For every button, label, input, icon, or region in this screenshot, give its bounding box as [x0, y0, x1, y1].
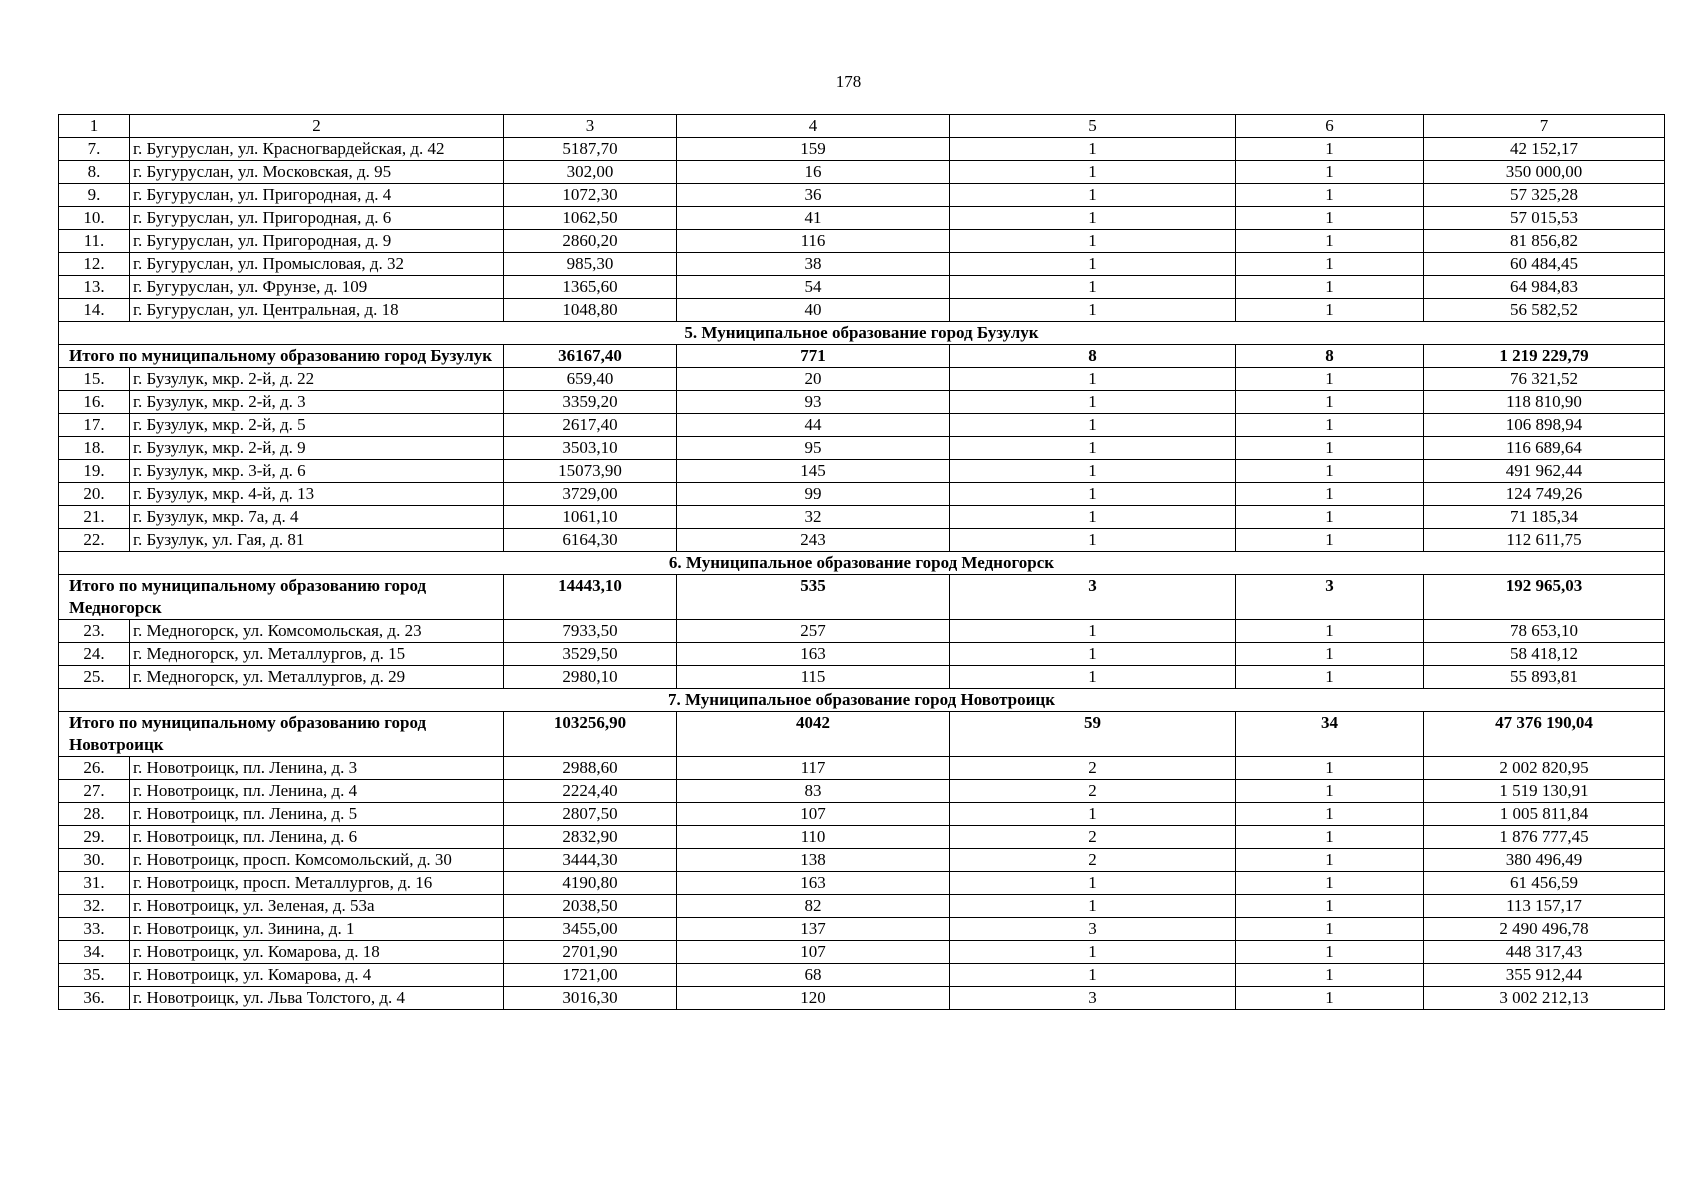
row-address: г. Бузулук, ул. Гая, д. 81	[130, 529, 504, 552]
row-address: г. Бугуруслан, ул. Московская, д. 95	[130, 161, 504, 184]
row-residents: 137	[677, 918, 950, 941]
row-col5: 1	[950, 299, 1236, 322]
row-address: г. Бугуруслан, ул. Пригородная, д. 6	[130, 207, 504, 230]
row-area: 7933,50	[504, 620, 677, 643]
row-number: 28.	[59, 803, 130, 826]
row-col6: 1	[1236, 620, 1424, 643]
row-residents: 159	[677, 138, 950, 161]
row-area: 4190,80	[504, 872, 677, 895]
row-col5: 1	[950, 207, 1236, 230]
row-address: г. Новотроицк, пл. Ленина, д. 4	[130, 780, 504, 803]
header-cell: 2	[130, 115, 504, 138]
table-row	[59, 276, 1665, 299]
row-col5: 1	[950, 529, 1236, 552]
row-residents: 107	[677, 941, 950, 964]
table-row	[59, 483, 1665, 506]
row-area: 2832,90	[504, 826, 677, 849]
total-row	[59, 575, 1665, 620]
row-area: 1062,50	[504, 207, 677, 230]
row-address: г. Новотроицк, ул. Зинина, д. 1	[130, 918, 504, 941]
row-address: г. Бузулук, мкр. 2-й, д. 22	[130, 368, 504, 391]
row-number: 34.	[59, 941, 130, 964]
row-cost: 112 611,75	[1424, 529, 1665, 552]
row-col5: 1	[950, 161, 1236, 184]
row-area: 3444,30	[504, 849, 677, 872]
row-col6: 1	[1236, 803, 1424, 826]
row-cost: 448 317,43	[1424, 941, 1665, 964]
page-number: 178	[835, 72, 862, 91]
table-row	[59, 368, 1665, 391]
row-address: г. Бугуруслан, ул. Фрунзе, д. 109	[130, 276, 504, 299]
table-row	[59, 987, 1665, 1010]
row-residents: 38	[677, 253, 950, 276]
row-area: 659,40	[504, 368, 677, 391]
row-address: г. Новотроицк, ул. Льва Толстого, д. 4	[130, 987, 504, 1010]
row-col6: 1	[1236, 757, 1424, 780]
table-row	[59, 872, 1665, 895]
table-row	[59, 895, 1665, 918]
row-cost: 106 898,94	[1424, 414, 1665, 437]
table-row	[59, 138, 1665, 161]
row-number: 11.	[59, 230, 130, 253]
section-title: 7. Муниципальное образование город Новотроицк	[59, 689, 1665, 712]
total-area: 103256,90	[504, 712, 677, 757]
row-address: г. Новотроицк, ул. Комарова, д. 18	[130, 941, 504, 964]
row-cost: 2 002 820,95	[1424, 757, 1665, 780]
row-number: 27.	[59, 780, 130, 803]
row-col5: 2	[950, 780, 1236, 803]
total-cost: 47 376 190,04	[1424, 712, 1665, 757]
row-col6: 1	[1236, 918, 1424, 941]
row-col6: 1	[1236, 253, 1424, 276]
row-number: 36.	[59, 987, 130, 1010]
row-col5: 1	[950, 643, 1236, 666]
row-col6: 1	[1236, 207, 1424, 230]
row-residents: 83	[677, 780, 950, 803]
row-cost: 81 856,82	[1424, 230, 1665, 253]
row-residents: 99	[677, 483, 950, 506]
row-area: 1061,10	[504, 506, 677, 529]
row-col6: 1	[1236, 826, 1424, 849]
row-number: 10.	[59, 207, 130, 230]
row-residents: 32	[677, 506, 950, 529]
row-residents: 41	[677, 207, 950, 230]
row-area: 1048,80	[504, 299, 677, 322]
row-col5: 2	[950, 757, 1236, 780]
table-row	[59, 230, 1665, 253]
row-cost: 60 484,45	[1424, 253, 1665, 276]
row-col6: 1	[1236, 414, 1424, 437]
row-col6: 1	[1236, 230, 1424, 253]
row-cost: 57 325,28	[1424, 184, 1665, 207]
row-col6: 1	[1236, 666, 1424, 689]
table-row	[59, 391, 1665, 414]
total-cost: 1 219 229,79	[1424, 345, 1665, 368]
row-residents: 20	[677, 368, 950, 391]
row-col5: 1	[950, 872, 1236, 895]
row-residents: 120	[677, 987, 950, 1010]
row-cost: 2 490 496,78	[1424, 918, 1665, 941]
row-residents: 40	[677, 299, 950, 322]
row-address: г. Бугуруслан, ул. Центральная, д. 18	[130, 299, 504, 322]
row-address: г. Новотроицк, просп. Комсомольский, д. 30	[130, 849, 504, 872]
row-cost: 116 689,64	[1424, 437, 1665, 460]
row-col5: 1	[950, 368, 1236, 391]
row-cost: 76 321,52	[1424, 368, 1665, 391]
row-number: 30.	[59, 849, 130, 872]
row-address: г. Медногорск, ул. Металлургов, д. 29	[130, 666, 504, 689]
row-col5: 1	[950, 941, 1236, 964]
row-address: г. Новотроицк, ул. Комарова, д. 4	[130, 964, 504, 987]
row-area: 2701,90	[504, 941, 677, 964]
row-area: 2224,40	[504, 780, 677, 803]
row-col6: 1	[1236, 184, 1424, 207]
total-area: 36167,40	[504, 345, 677, 368]
total-cost: 192 965,03	[1424, 575, 1665, 620]
row-area: 3359,20	[504, 391, 677, 414]
row-residents: 115	[677, 666, 950, 689]
table-row	[59, 253, 1665, 276]
header-row	[59, 115, 1665, 138]
row-cost: 491 962,44	[1424, 460, 1665, 483]
row-area: 5187,70	[504, 138, 677, 161]
table-row	[59, 757, 1665, 780]
table-row	[59, 666, 1665, 689]
row-col5: 1	[950, 895, 1236, 918]
row-address: г. Бузулук, мкр. 7а, д. 4	[130, 506, 504, 529]
row-col6: 1	[1236, 506, 1424, 529]
table-row	[59, 437, 1665, 460]
row-col5: 1	[950, 506, 1236, 529]
row-address: г. Новотроицк, пл. Ленина, д. 3	[130, 757, 504, 780]
row-residents: 95	[677, 437, 950, 460]
row-cost: 380 496,49	[1424, 849, 1665, 872]
total-area: 14443,10	[504, 575, 677, 620]
section-heading-row	[59, 552, 1665, 575]
row-number: 8.	[59, 161, 130, 184]
table-row	[59, 299, 1665, 322]
row-col6: 1	[1236, 780, 1424, 803]
row-area: 1365,60	[504, 276, 677, 299]
row-cost: 64 984,83	[1424, 276, 1665, 299]
total-col6: 3	[1236, 575, 1424, 620]
row-col5: 1	[950, 391, 1236, 414]
total-col6: 34	[1236, 712, 1424, 757]
row-address: г. Бугуруслан, ул. Пригородная, д. 4	[130, 184, 504, 207]
header-cell: 7	[1424, 115, 1665, 138]
row-area: 2617,40	[504, 414, 677, 437]
row-col6: 1	[1236, 368, 1424, 391]
row-address: г. Бугуруслан, ул. Красногвардейская, д. 42	[130, 138, 504, 161]
row-address: г. Бузулук, мкр. 2-й, д. 3	[130, 391, 504, 414]
row-number: 12.	[59, 253, 130, 276]
row-col5: 1	[950, 803, 1236, 826]
header-cell: 6	[1236, 115, 1424, 138]
row-col6: 1	[1236, 437, 1424, 460]
row-cost: 55 893,81	[1424, 666, 1665, 689]
total-residents: 771	[677, 345, 950, 368]
section-heading-row	[59, 689, 1665, 712]
total-residents: 4042	[677, 712, 950, 757]
total-row	[59, 345, 1665, 368]
row-number: 26.	[59, 757, 130, 780]
row-residents: 82	[677, 895, 950, 918]
row-number: 25.	[59, 666, 130, 689]
row-col6: 1	[1236, 941, 1424, 964]
row-col6: 1	[1236, 987, 1424, 1010]
total-col5: 8	[950, 345, 1236, 368]
table-row	[59, 643, 1665, 666]
row-number: 7.	[59, 138, 130, 161]
row-number: 19.	[59, 460, 130, 483]
row-number: 13.	[59, 276, 130, 299]
row-cost: 113 157,17	[1424, 895, 1665, 918]
row-address: г. Бузулук, мкр. 2-й, д. 5	[130, 414, 504, 437]
row-number: 35.	[59, 964, 130, 987]
row-number: 17.	[59, 414, 130, 437]
row-address: г. Новотроицк, пл. Ленина, д. 5	[130, 803, 504, 826]
row-cost: 56 582,52	[1424, 299, 1665, 322]
row-col5: 1	[950, 437, 1236, 460]
row-number: 24.	[59, 643, 130, 666]
housing-table	[58, 114, 1665, 1010]
row-area: 2860,20	[504, 230, 677, 253]
row-col6: 1	[1236, 299, 1424, 322]
total-col5: 3	[950, 575, 1236, 620]
section-title: 6. Муниципальное образование город Медногорск	[59, 552, 1665, 575]
row-col5: 1	[950, 460, 1236, 483]
row-col6: 1	[1236, 483, 1424, 506]
row-number: 21.	[59, 506, 130, 529]
row-area: 6164,30	[504, 529, 677, 552]
table-row	[59, 849, 1665, 872]
row-residents: 243	[677, 529, 950, 552]
row-col6: 1	[1236, 276, 1424, 299]
row-residents: 145	[677, 460, 950, 483]
row-residents: 16	[677, 161, 950, 184]
row-number: 32.	[59, 895, 130, 918]
row-col5: 3	[950, 987, 1236, 1010]
table-row	[59, 803, 1665, 826]
row-area: 2807,50	[504, 803, 677, 826]
row-address: г. Бузулук, мкр. 3-й, д. 6	[130, 460, 504, 483]
row-address: г. Бугуруслан, ул. Пригородная, д. 9	[130, 230, 504, 253]
row-cost: 124 749,26	[1424, 483, 1665, 506]
row-col5: 1	[950, 414, 1236, 437]
row-residents: 36	[677, 184, 950, 207]
row-number: 33.	[59, 918, 130, 941]
row-address: г. Новотроицк, ул. Зеленая, д. 53а	[130, 895, 504, 918]
row-cost: 78 653,10	[1424, 620, 1665, 643]
total-residents: 535	[677, 575, 950, 620]
table-row	[59, 620, 1665, 643]
row-col5: 3	[950, 918, 1236, 941]
total-col5: 59	[950, 712, 1236, 757]
row-area: 3503,10	[504, 437, 677, 460]
total-col6: 8	[1236, 345, 1424, 368]
row-residents: 93	[677, 391, 950, 414]
table-row	[59, 918, 1665, 941]
row-number: 23.	[59, 620, 130, 643]
row-residents: 163	[677, 643, 950, 666]
row-area: 3016,30	[504, 987, 677, 1010]
section-heading-row	[59, 322, 1665, 345]
table-row	[59, 161, 1665, 184]
row-col5: 1	[950, 138, 1236, 161]
row-residents: 107	[677, 803, 950, 826]
row-cost: 71 185,34	[1424, 506, 1665, 529]
row-cost: 355 912,44	[1424, 964, 1665, 987]
row-cost: 58 418,12	[1424, 643, 1665, 666]
row-cost: 350 000,00	[1424, 161, 1665, 184]
row-residents: 257	[677, 620, 950, 643]
row-col5: 1	[950, 620, 1236, 643]
table-row	[59, 207, 1665, 230]
row-area: 3455,00	[504, 918, 677, 941]
header-cell: 4	[677, 115, 950, 138]
row-number: 22.	[59, 529, 130, 552]
row-number: 14.	[59, 299, 130, 322]
row-address: г. Новотроицк, пл. Ленина, д. 6	[130, 826, 504, 849]
row-col6: 1	[1236, 643, 1424, 666]
table-row	[59, 460, 1665, 483]
row-area: 15073,90	[504, 460, 677, 483]
row-cost: 118 810,90	[1424, 391, 1665, 414]
row-number: 9.	[59, 184, 130, 207]
row-col5: 1	[950, 253, 1236, 276]
row-col6: 1	[1236, 460, 1424, 483]
row-address: г. Бугуруслан, ул. Промысловая, д. 32	[130, 253, 504, 276]
row-col5: 1	[950, 276, 1236, 299]
row-address: г. Медногорск, ул. Металлургов, д. 15	[130, 643, 504, 666]
row-cost: 57 015,53	[1424, 207, 1665, 230]
row-col6: 1	[1236, 849, 1424, 872]
table-row	[59, 414, 1665, 437]
total-label: Итого по муниципальному образованию город Медногорск	[59, 575, 504, 620]
row-number: 20.	[59, 483, 130, 506]
row-area: 1721,00	[504, 964, 677, 987]
row-cost: 3 002 212,13	[1424, 987, 1665, 1010]
row-area: 985,30	[504, 253, 677, 276]
row-number: 29.	[59, 826, 130, 849]
row-cost: 1 876 777,45	[1424, 826, 1665, 849]
row-col5: 1	[950, 666, 1236, 689]
row-col6: 1	[1236, 391, 1424, 414]
table-row	[59, 506, 1665, 529]
row-residents: 117	[677, 757, 950, 780]
row-cost: 1 519 130,91	[1424, 780, 1665, 803]
row-residents: 163	[677, 872, 950, 895]
total-label: Итого по муниципальному образованию город Новотроицк	[59, 712, 504, 757]
row-residents: 54	[677, 276, 950, 299]
row-col6: 1	[1236, 138, 1424, 161]
row-residents: 138	[677, 849, 950, 872]
row-address: г. Бузулук, мкр. 4-й, д. 13	[130, 483, 504, 506]
row-residents: 110	[677, 826, 950, 849]
row-cost: 61 456,59	[1424, 872, 1665, 895]
row-area: 2988,60	[504, 757, 677, 780]
header-cell: 5	[950, 115, 1236, 138]
row-cost: 1 005 811,84	[1424, 803, 1665, 826]
row-area: 2980,10	[504, 666, 677, 689]
header-cell: 1	[59, 115, 130, 138]
row-residents: 116	[677, 230, 950, 253]
row-col5: 1	[950, 230, 1236, 253]
row-residents: 44	[677, 414, 950, 437]
row-residents: 68	[677, 964, 950, 987]
section-title: 5. Муниципальное образование город Бузулук	[59, 322, 1665, 345]
row-cost: 42 152,17	[1424, 138, 1665, 161]
row-number: 18.	[59, 437, 130, 460]
row-address: г. Новотроицк, просп. Металлургов, д. 16	[130, 872, 504, 895]
row-address: г. Бузулук, мкр. 2-й, д. 9	[130, 437, 504, 460]
row-area: 2038,50	[504, 895, 677, 918]
row-col6: 1	[1236, 529, 1424, 552]
table-row	[59, 780, 1665, 803]
total-row	[59, 712, 1665, 757]
row-area: 1072,30	[504, 184, 677, 207]
row-col6: 1	[1236, 161, 1424, 184]
table-row	[59, 941, 1665, 964]
total-label: Итого по муниципальному образованию город Бузулук	[59, 345, 504, 368]
header-cell: 3	[504, 115, 677, 138]
table-row	[59, 529, 1665, 552]
table-row	[59, 826, 1665, 849]
row-col6: 1	[1236, 895, 1424, 918]
row-col5: 1	[950, 184, 1236, 207]
row-col6: 1	[1236, 964, 1424, 987]
row-col5: 2	[950, 826, 1236, 849]
row-area: 3529,50	[504, 643, 677, 666]
table-row	[59, 964, 1665, 987]
row-number: 15.	[59, 368, 130, 391]
row-col5: 2	[950, 849, 1236, 872]
row-number: 16.	[59, 391, 130, 414]
row-col5: 1	[950, 964, 1236, 987]
row-area: 3729,00	[504, 483, 677, 506]
row-col6: 1	[1236, 872, 1424, 895]
row-number: 31.	[59, 872, 130, 895]
row-area: 302,00	[504, 161, 677, 184]
row-address: г. Медногорск, ул. Комсомольская, д. 23	[130, 620, 504, 643]
row-col5: 1	[950, 483, 1236, 506]
table-row	[59, 184, 1665, 207]
